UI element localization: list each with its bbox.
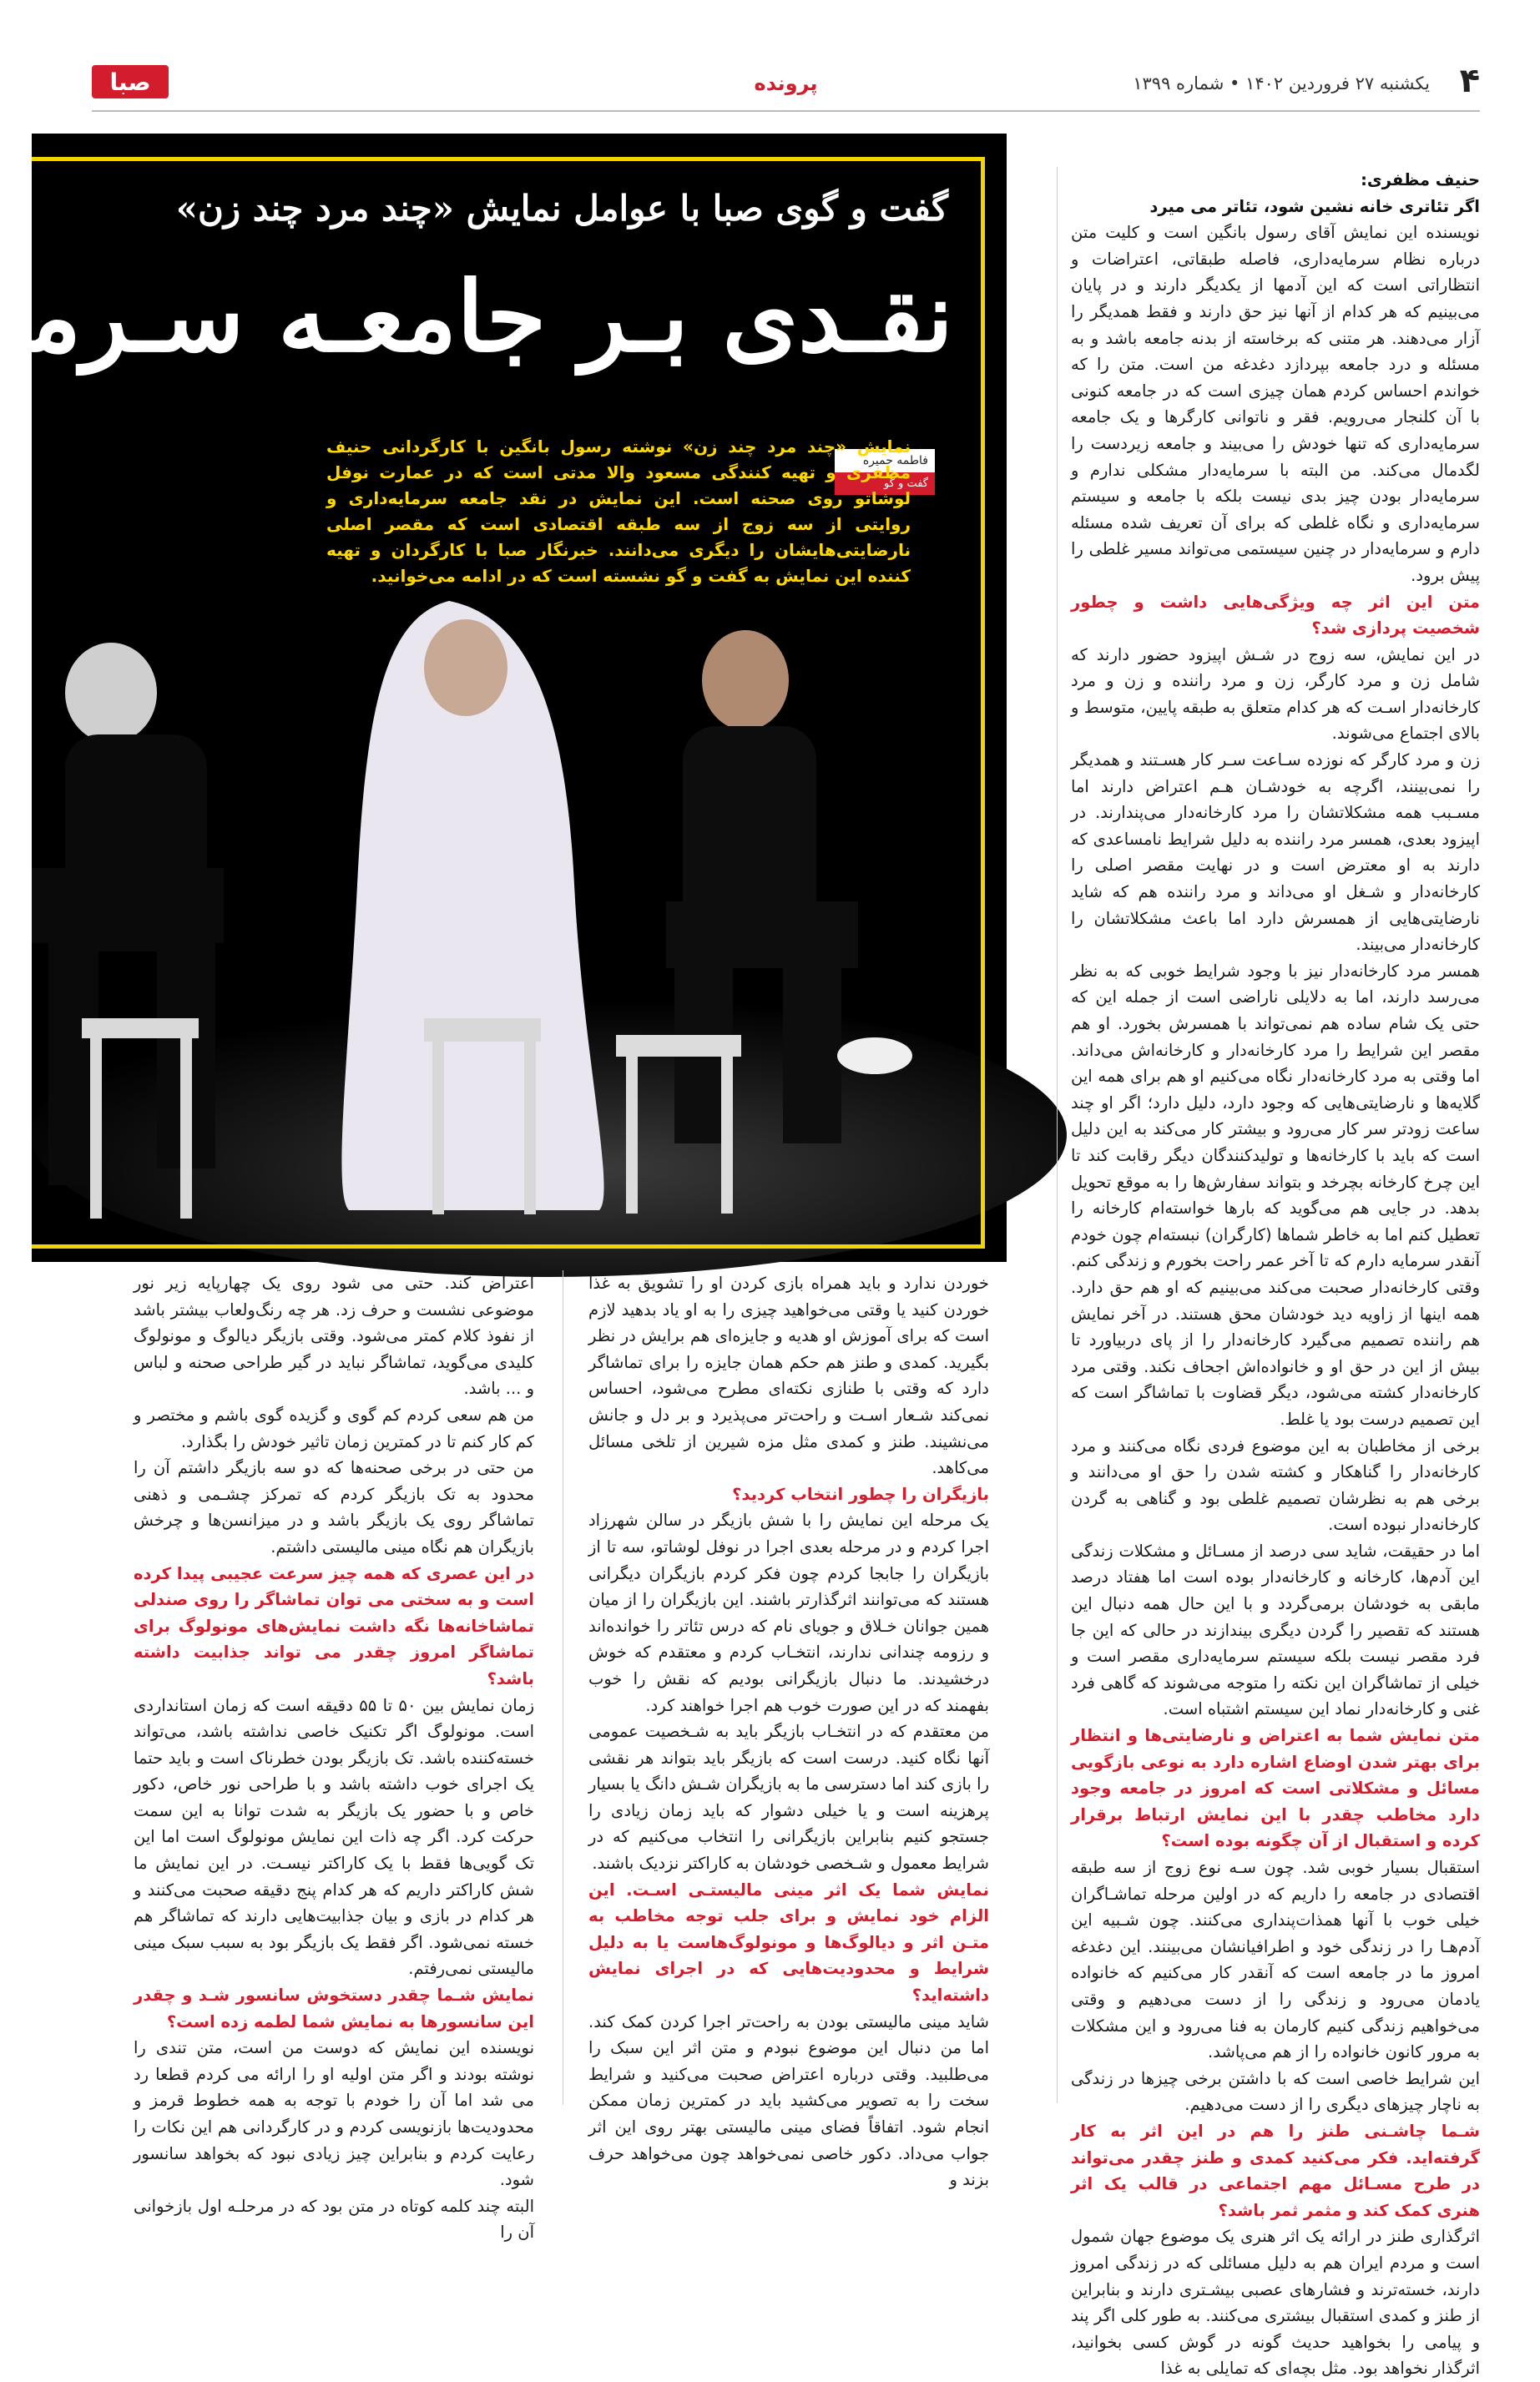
question: در این عصری که همه چیز سرعت عجیبی پیدا کرده است و به سختی می توان تماشاگر را روی صندلی تماشاخانه‌ها نگه داشت نمایش‌های مونولوگ برای تماشاگر امروز چقدر می تواند جذابیت داشته باشد؟ [134, 1563, 534, 1688]
byline-author: فاطمه حمیره [835, 449, 935, 472]
paragraph: من حتی در برخی صحنه‌ها که دو سه بازیگر داشتم آن را محدود به تک بازیگر کردم که تمرکز چشـمی و ذهنی تماشاگر روی یک بازیگر باشد و در میزانسن‌ها و چرخش بازیگران هم نگاه مینی مالیستی داشتم. [134, 1458, 534, 1557]
paragraph: من معتقدم که در انتخـاب بازیگر باید به شـخصیت عمومی آنها نگاه کنید. درست است که بازیگر باید بتواند هر نقشی را بازی کند اما دسترسی ما به بازیگران شـش دانگ یا بسیار پرهزینه است و یا خیلی دشوار که باید زمان زیادی را جستجو کنیم بنابراین بازیگرانی را انتخاب می‌کنیم که در شرایط معمول و شـخصی خودشان به کاراکتر نزدیک باشند. [588, 1722, 989, 1874]
paragraph: زمان نمایش بین ۵۰ تا ۵۵ دقیقه است که زمان استانداردی است. مونولوگ اگر تکنیک خاصی نداشته باشد، می‌تواند خسته‌کننده باشد. تک بازیگر بودن خطرناک است و باید حتما یک اجرای خوب داشته باشد و با طراحی نور خاص، دکور خاص و با حضور یک بازیگر به شدت توانا به این سمت حرکت کرد. اگر چه ذات این نمایش مونولوگ است اما این تک گویی‌ها فقط با یک کاراکتر نیسـت. در این نمایش ما شش کاراکتر داریم که هر کدام پنج دقیقه صحبت می‌کنند و هر کدام در بازی و بیان جذابیت‌هایی دارند که تماشاگر هم خسته نمی‌شود. اگر فقط یک بازیگر بود به سبب سبک مینی مالیستی نمی‌رفتم. [134, 1695, 535, 1979]
hero-kicker: گفت و گوی صبا با عوامل نمایش «چند مرد چند زن» [175, 188, 948, 229]
paragraph: خوردن ندارد و باید همراه بازی کردن او را تشویق به غذا خوردن کنید یا وقتی می‌خواهید چیزی را به او یاد بدهید لازم است که برای آموزش او هدیه و جایزه‌ای هم برایش در نظر بگیرید. کمدی و طنز هم حکم همان جایزه را برای تماشاگر دارد که وقتی با طنازی نکته‌ای مطرح می‌شود، احساس نمی‌کند شـعار اسـت و راحت‌تر می‌پذیرد و بر دل و جانش می‌نشیند. طنز و کمدی مثل مزه شیرین از تلخی مسائل می‌کاهد. [588, 1274, 989, 1478]
paragraph: اثرگذاری طنز در ارائه یک اثر هنری یک موضوع جهان شمول است و مردم ایران هم به دلیل مسائلی که در زندگی امروز دارند، خسته‌ترند و فشارهای عصبی بیشـتری دارند و بنابراین از طنز و کمدی استقبال بیشتری می‌کنند. به طور کلی اگر پند و پیامی را بخواهید حدیث گونه در گوش کسی بخوانید، اثرگذار نخواهد بود. مثل بچه‌ای که تمایلی به غذا [1071, 2227, 1480, 2379]
question: نمایش شما یک اثر مینی مالیستـی اسـت. این الزام خود نمایش و برای جلب توجه مخاطب به متـن اثر و دیالوگ‌ها و مونولوگ‌هاست یا به دلیل شرایط و محدودیت‌هایی که در اجرای نمایش داشته‌اید؟ [588, 1880, 989, 2006]
hero-photo-block [0, 134, 1007, 1262]
question: شـما چاشـنی طنز را هم در این اثر به کار گرفته‌اید. فکر می‌کنید کمدی و طنز چقدر می‌تواند در طرح مسـائل مهم اجتماعی در قالب یک اثر هنری کمک کند و مثمر ثمر باشد؟ [1071, 2121, 1480, 2220]
article-column-left [134, 1270, 534, 2246]
paragraph: اما در حقیقت، شاید سی درصد از مسـائل و مشکلات زندگی این آدم‌ها، کارخانه و کارخانه‌دار بوده است اما هفتاد درصد مابقی به خودشان برمی‌گردد و با این حال همه دنبال این هستند که تقصیر را گردن دیگری بیندازند در حالی که این جا فرد مقصر نیست بلکه سیستم سرمایه‌داری مقصر است و خیلی از تماشاگران این نکته را متوجه می‌شوند که گاهی فرد غنی و کارخانه‌دار نماد این سیستم اشتباه است. [1071, 1541, 1480, 1719]
column-divider [1057, 167, 1058, 2103]
subheading: اگر تئاتری خانه نشین شود، تئاتر می میرد [1149, 196, 1480, 216]
byline-category: گفت و گو [835, 472, 935, 495]
issue-date: یکشنبه ۲۷ فروردین ۱۴۰۲ • شماره ۱۳۹۹ [1133, 73, 1430, 93]
saba-logo [92, 60, 169, 103]
paragraph: یک مرحله این نمایش را با شش بازیگر در سالن شهرزاد اجرا کردم و در مرحله بعدی اجرا در نوفل لوشاتو، سه تا از بازیگران را جابجا کردم چون فکر کردم بازیگران دیگرانی هستند که می‌توانند اثرگذارتر باشند. این بازیگران را از میان همین جوانان خـلاق و جویای نام که درس تئاتر را خوانده‌اند و رزومه چندانی ندارند، انتخـاب کردم و معتقدم که خوش درخشیدند. ما دنبال بازیگرانی بودیم که نقش را خوب بفهمند که در این صورت خوب هم اجرا خواهند کرد. [588, 1511, 989, 1715]
paragraph: شاید مینی مالیستی بودن به راحت‌تر اجرا کردن کمک کند. اما من دنبال این موضوع نبودم و متن اثر این سبک را می‌طلبید. وقتی درباره اعتراض صحبت می‌کنید و شرایط سخت را به تصویر می‌کشید باید در کمترین زمان ممکن انجام شود. اتفاقاً فضای مینی مالیستی بهتر روی این اثر جواب می‌داد. دکور خاصی نمی‌خواهد چون می‌خواهد حرف بزند و [588, 2011, 989, 2190]
lead-paragraph: نمایش «چند مرد چند زن» نوشته رسول بانگین با کارگردانی حنیف مظفری و تهیه کنندگی مسعود والا مدتی است که در عمارت نوفل لوشاتو روی صحنه است. این نمایش در نقد جامعه سرمایه‌داری و روایتی از سه زوج از سه طبقه اقتصادی است که مقصر اصلی نارضایتی‌هایشان را دیگری می‌دانند. خبرنگار صبا با کارگردان و تهیه کننده این نمایش به گفت و گو نشسته است که در ادامه می‌خوانید. [326, 437, 911, 586]
paragraph: همسر مرد کارخانه‌دار نیز با وجود شرایط خوبی که به نظر می‌رسد دارند، اما به دلایلی ناراضی است از جمله این که حتی یک شام ساده هم نمی‌تواند با همسرش بخورد. او هم مقصر این شرایط را مرد کارخانه‌دار و کارخانه‌اش می‌داند. اما وقتی به مرد کارخانه‌دار نگاه می‌کنیم او هم برای همه این گلایه‌ها و نارضایتی‌هایی که وجود دارد، دلیل دارد؛ اگر او چند ساعت زودتر سر کار می‌رود و بیشتر کار می‌کند به این دلیل است که باید با کارخانه‌ها و تولیدکنندگان دیگر رقابت کند تا این چرخ کارخانه بچرخد و بتواند سفارش‌ها را به موقع تحویل بدهد. در جایی هم می‌گوید که بارها خواسته‌ام کارخانه را تعطیل کنم اما به خاطر شماها (کارگران) نبسته‌ام چون خودم آنقدر سرمایه دارم که تا آخر عمر راحت بخورم و زندگی کنم. وقتی کارخانه‌دار صحبت می‌کند می‌بینیم که او هم حق دارد. همه اینها از زاویه دید خودشان محق هستند. در آخر نمایش هم راننده تصمیم می‌گیرد کارخانه‌دار را از پای دربیاورد تا بیش از این در حق او و خانواده‌اش اجحاف نکند. وقتی مرد کارخانه‌دار کشته می‌شود، دیگر قضاوت با تماشاگر است که این تصمیم درست بود یا غلط. [1071, 961, 1480, 1429]
question: متن این اثر چه ویژگی‌هایی داشت و چطور شخصیت پردازی شد؟ [1071, 592, 1480, 638]
paragraph: برخی از مخاطبان به این موضوع فردی نگاه می‌کنند و مرد کارخانه‌دار را گناهکار و کشته شدن را حق او می‌دانند و برخی هم به نظرشان تصمیم غلطی بود و گناهی به گردن کارخانه‌دار نبوده است. [1071, 1436, 1480, 1535]
article-column-middle [588, 1270, 989, 2193]
paragraph: این شرایط خاصی است که با داشتن برخی چیزها در زندگی به ناچار چیزهای دیگری را از دست می‌دهیم. [1071, 2068, 1480, 2115]
logo-text: صبا [109, 68, 151, 96]
article-column-right [1071, 167, 1480, 2382]
speaker-name: حنیف مظفری: [1361, 170, 1480, 189]
hero-headline: نقـدی بـر جامعـه سـرما [0, 260, 953, 374]
paragraph: استقبال بسیار خوبی شد. چون سـه نوع زوج از سه طبقه اقتصادی در جامعه را داریم که در اولین مرحله تماشـاگران خیلی خوب با آنها همذات‌پنداری می‌کنند. چون شـبیه این آدم‌هـا را در زندگی خود و اطرافیانشان می‌بینند. این دغدغه امروز ما در جامعه است که آنقدر کار می‌کنیم که خانواده یادمان می‌رود و زندگی را از دست می‌دهیم و وقتی می‌خواهیم زندگی کنیم کارمان به فنا می‌رود و این مشکلات به مرور کانون خانواده را از هم می‌پاشد. [1071, 1858, 1480, 2062]
page-header [92, 58, 1480, 105]
paragraph: اعتراض کند. حتی می شود روی یک چهارپایه زیر نور موضوعی نشست و حرف زد. هر چه رنگ‌ولعاب بیشتر باشد از نفوذ کلام کمتر می‌شود. وقتی بازیگر دیالوگ و مونولوگ کلیدی می‌گوید، تماشاگر نباید در گیر طراحی صحنه و لباس و ... باشد. [134, 1274, 534, 1399]
paragraph: نویسنده این نمایش آقای رسول بانگین است و کلیت متن درباره نظام سرمایه‌داری، فاصله طبقاتی، اعتراضات و انتظاراتی است که این آدمها از یکدیگر دارند و در پایان می‌بینیم که هر کدام از آنها نیز حق دارند و فقط همدیگر را آزار می‌دهند. هر متنی که برخاسته از بدنه جامعه باشد و به مسئله و درد جامعه بپردازد دغدغه من است. متن را که خواندم احساس کردم همان چیزی است که در جامعه کنونی با آن کلنجار می‌رویم. فقر و ناتوانی کارگرها و یک جامعه سرمایه‌داری که تنها خودش را می‌بیند و جامعه زیردست را لگدمال می‌کند. من البته با سرمایه‌دار مشکلی ندارم و سرمایه‌دار بودن چیز بدی نیست بلکه با جامعه و سیستم سرمایه‌داری و نگاه غلطی که برای آن تعریف شده مسئله دارم و سرمایه‌دار در چنین سیستمی می‌تواند مسیر غلطی را پیش برود. [1071, 223, 1480, 585]
paragraph: البته چند کلمه کوتاه در متن بود که در مرحلـه اول بازخوانی آن را [134, 2196, 534, 2243]
section-title: پرونده [754, 72, 818, 95]
question: متن نمایش شما به اعتراض و نارضایتی‌ها و انتظار برای بهتر شدن اوضاع اشاره دارد به نوعی بازگویی مسائل و مشکلاتی است که امروز در جامعه وجود دارد مخاطب چقدر با این نمایش ارتباط برقرار کرده و استقبال از آن چگونه بوده است؟ [1071, 1726, 1480, 1851]
header-rule [92, 110, 1480, 112]
paragraph: زن و مرد کارگر که نوزده سـاعت سـر کار هسـتند و همدیگر را نمی‌بینند، اگرچه به خودشـان هـم اعتراض دارند اما مسـبب همه مشکلاتشان را مرد کارخانه‌دار می‌پندارند. در اپیزود بعدی، همسر مرد راننده به دلیل شرایط نامساعدی که دارند به او معترض است و در نهایت مقصر اصلی را کارخانه‌دار و شـغل او می‌داند و مرد راننده هم که شاید نارضایتی‌هایی از همسرش دارد اما باعث مشکلاتشان را کارخانه‌دار می‌بیند. [1071, 750, 1480, 955]
question: بازیگران را چطور انتخاب کردید؟ [732, 1484, 989, 1504]
page-number: ۴ [1459, 62, 1480, 100]
question: نمایش شـما چقدر دستخوش سانسور شـد و چقدر این سانسورها به نمایش شما لطمه زده است؟ [134, 1986, 534, 2031]
paragraph: من هم سعی کردم کم گوی و گزیده گوی باشم و مختصر و کم کار کنم تا در کمترین زمان تاثیر خودش را بگذارد. [134, 1405, 534, 1451]
paragraph: نویسنده این نمایش که دوست من است، متن تندی را نوشته بودند و اگر متن اولیه او را ارائه می کردم قطعا رد می شد اما آن را خودم با توجه به همه خطوط قرمز و محدودیت‌ها بازنویسی کردم و در کارگردانی هم این نکات را رعایت کردم و بنابراین چیز زیادی نبود که بخواهد سانسور شود. [134, 2038, 534, 2190]
paragraph: در این نمایش، سه زوج در شـش اپیزود حضور دارند که شامل زن و مرد کارگر، زن و مرد راننده و زن و مرد کارخانه‌دار اسـت که هر کدام متعلق به طبقه پایین، متوسط و بالای اجتماع می‌شوند. [1071, 644, 1480, 744]
